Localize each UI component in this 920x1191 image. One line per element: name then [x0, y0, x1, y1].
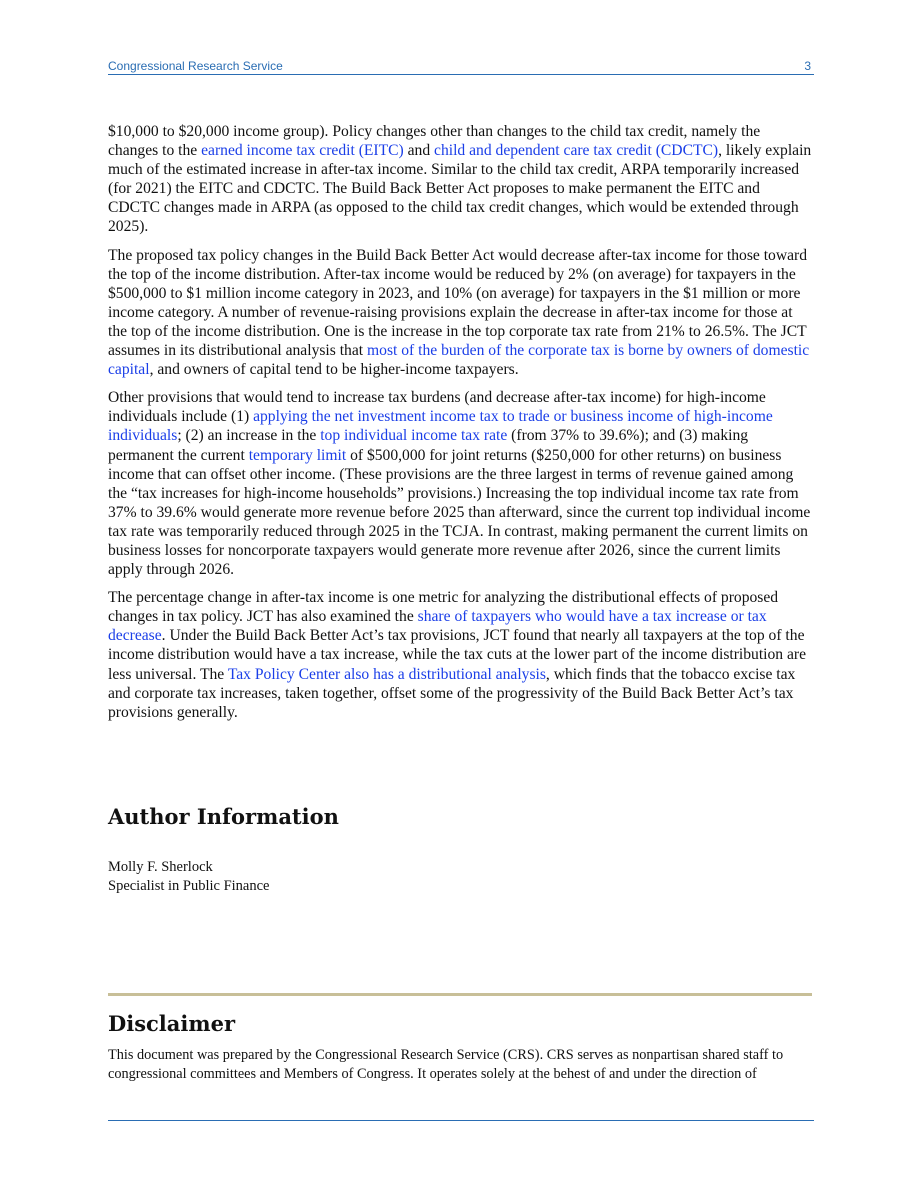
- text: , likely explain much of the estimated increase in after-tax income. Similar to the child tax credit, ARPA temporarily increased (for 2021) the EITC and CDCTC. The Build Back Better Act proposes to make permanent the EITC and CDCTC changes made in ARPA (as opposed to the child tax credit changes, which would be extended through 2025).: [108, 142, 812, 236]
- report-body: [108, 122, 814, 731]
- author-information-heading: Author Information: [108, 804, 339, 829]
- net-investment-income-tax-link[interactable]: applying the net investment income tax to trade or business income of high-income individuals: [108, 408, 773, 445]
- text: Other provisions that would tend to increase tax burdens (and decrease after-tax income) for high-income individuals include (1): [108, 389, 766, 426]
- text: , which finds that the tobacco excise tax and corporate tax increases, taken together, offset some of the progressivity of the Build Back Better Act’s tax provisions generally.: [108, 665, 796, 721]
- text: $10,000 to $20,000 income group). Policy changes other than changes to the child tax credit, namely the changes to the: [108, 123, 761, 160]
- text: of $500,000 for joint returns ($250,000 for other returns) on business income that can offset other income. (These provisions are the three largest in terms of revenue gained among the “tax increases for high-income households” provisions.) Increasing the top individual income tax rate from 37% to 39.6% would generate more revenue before 2025 than afterward, since the current top individual income tax rate was temporarily reduced through 2025 in the TCJA. In contrast, making permanent the current limits on business losses for noncorporate taxpayers would generate more revenue after 2026, since the current limits apply through 2026.: [108, 446, 811, 579]
- temporary-limit-link[interactable]: temporary limit: [248, 446, 347, 464]
- author-block: [108, 858, 270, 896]
- top-income-tax-rate-link[interactable]: top individual income tax rate: [320, 427, 508, 445]
- text: The percentage change in after-tax income is one metric for analyzing the distributional effects of proposed changes in tax policy. JCT has also examined the: [108, 589, 779, 626]
- text: . Under the Build Back Better Act’s tax provisions, JCT found that nearly all taxpayers at the top of the income distribution would have a tax increase, while the tax cuts at the lower part of the income distribution are less universal. The: [108, 627, 807, 683]
- text: The proposed tax policy changes in the Build Back Better Act would decrease after-tax income for those toward the top of the income distribution. After-tax income would be reduced by 2% (on average) for taxpayers in the $500,000 to $1 million income category in 2023, and 10% (on average) for taxpayers in the $1 million or more income category. A number of revenue-raising provisions explain the decrease in after-tax income for those at the top of the income distribution. One is the increase in the top corporate tax rate from 21% to 26.5%. The JCT assumes in its distributional analysis that: [108, 246, 808, 360]
- eitc-link[interactable]: earned income tax credit (EITC): [201, 142, 404, 160]
- disclaimer-text: This document was prepared by the Congressional Research Service (CRS). CRS serves as nonpartisan shared staff to congressional committees and Members of Congress. It operates solely at the behest of and under the direction of: [108, 1047, 784, 1082]
- paragraph-3: [108, 388, 814, 579]
- text: (from 37% to 39.6%); and (3) making permanent the current: [108, 427, 749, 464]
- author-name: Molly F. Sherlock: [108, 859, 213, 875]
- cdctc-link[interactable]: child and dependent care tax credit (CDCTC): [434, 142, 719, 160]
- text: ; (2) an increase in the: [177, 427, 321, 445]
- text: and: [403, 142, 435, 160]
- disclaimer-divider: [108, 993, 812, 996]
- disclaimer-heading: Disclaimer: [108, 1011, 236, 1036]
- author-title: Specialist in Public Finance: [108, 878, 270, 894]
- text: , and owners of capital tend to be higher-income taxpayers.: [149, 361, 519, 379]
- paragraph-1: [108, 122, 814, 237]
- page-header: [108, 56, 813, 76]
- taxpayer-share-link[interactable]: share of taxpayers who would have a tax increase or tax decrease: [108, 608, 767, 645]
- footer-divider: [108, 1120, 814, 1121]
- header-divider: [108, 74, 814, 75]
- header-page-number: 3: [804, 59, 811, 73]
- paragraph-2: [108, 246, 814, 380]
- tax-policy-center-link[interactable]: Tax Policy Center also has a distributional analysis: [227, 665, 546, 683]
- corporate-tax-burden-link[interactable]: most of the burden of the corporate tax is borne by owners of domestic capital: [108, 342, 810, 379]
- paragraph-4: [108, 588, 814, 722]
- header-org-name: Congressional Research Service: [108, 59, 283, 73]
